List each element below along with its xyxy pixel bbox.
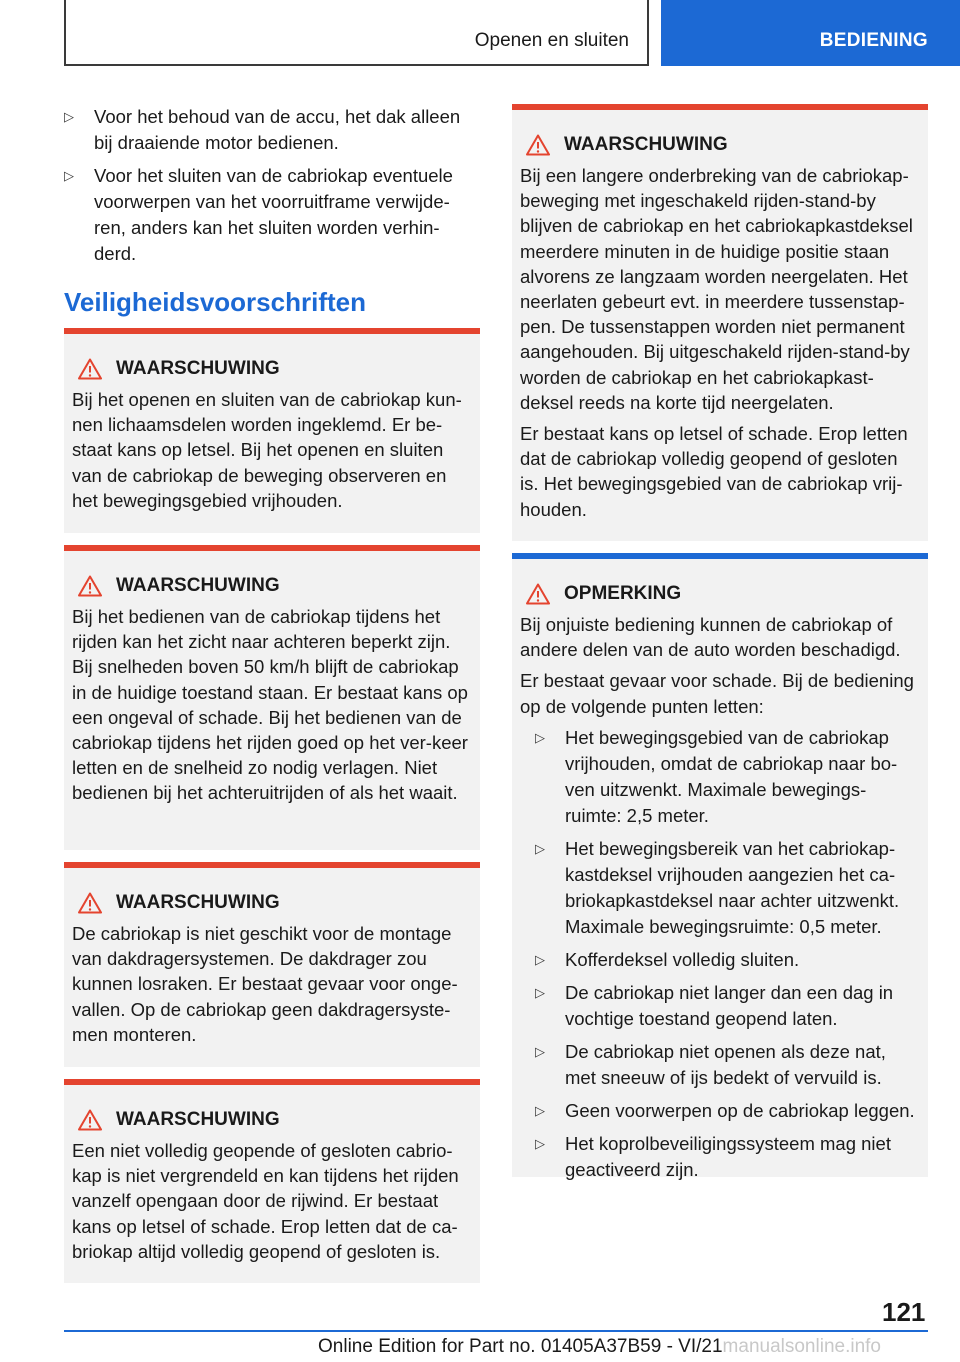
warning-text: De cabriokap is niet geschikt voor de montage van dakdragersystemen. De dakdrager zou kunnen losraken. Er bestaat gevaar voor onge-vallen. Op de cabriokap geen dakdragersyste-men monteren. <box>72 923 458 1045</box>
triangle-right-icon: ▷ <box>535 1043 545 1059</box>
triangle-right-icon: ▷ <box>535 729 545 745</box>
note-text: Bij onjuiste bediening kunnen de cabriokap of andere delen van de auto worden beschadigd. <box>520 614 901 661</box>
warning-text: Er bestaat kans op letsel of schade. Erop letten dat de cabriokap volledig geopend of gesloten is. Het bewegingsgebied van de cabriokap vrij-houden. <box>520 423 908 520</box>
warning-triangle-icon <box>78 358 102 380</box>
warning-text: Bij het openen en sluiten van de cabriokap kun-nen lichaamsdelen worden ingeklemd. Er be-staat kans op letsel. Bij het openen en sluiten van de cabriokap de beweging observeren en het bewegingsgebied vrijhouden. <box>72 389 462 511</box>
list-item: ▷ Het koprolbeveiligingssysteem mag niet geactiveerd zijn. <box>535 1132 891 1180</box>
warning-text: Bij het bedienen van de cabriokap tijdens het rijden kan het zicht naar achteren beperkt zijn. Bij snelheden boven 50 km/h blijft de cabriokap in de huidige toestand staan. Er bestaat kans op een ongeval of schade. Bij het bedienen van de cabriokap tijdens het rijden goed op het ver-keer letten en de snelheid zo nodig verlagen. Niet bedienen bij het achteruitrijden of als het waait. <box>72 606 468 804</box>
warning-box-2 <box>64 545 480 850</box>
note-bullet-list <box>520 725 920 1183</box>
left-column <box>64 104 480 274</box>
header-section-tab <box>64 0 649 66</box>
page-number: 121 <box>882 1297 926 1327</box>
warning-title: WAARSCHUWING <box>72 890 472 916</box>
warning-box-1 <box>64 328 480 533</box>
warning-text: Een niet volledig geopende of gesloten cabrio-kap is niet vergrendeld en kan tijdens het rijden vanzelf opengaan door de rijwind. Er bestaat kans op letsel of schade. Erop letten dat de ca-briokap altijd volledig geopend of gesloten is. <box>72 1140 459 1262</box>
list-item: ▷ Voor het behoud van de accu, het dak alleen bij draaiende motor bedienen. <box>64 106 461 153</box>
warning-text: Bij een langere onderbreking van de cabriokap-beweging met ingeschakeld rijden-stand-by blijven de cabriokap en het cabriokapkastdeksel meerdere minuten in de huidige positie staan alvorens ze langzaam worden neergelaten. Het neerlaten gebeurt evt. in meerdere tussenstap-pen. De tussenstappen worden niet permanent aangehouden. Bij uitgeschakeld rijden-stand-by worden de cabriokap en het cabriokapkast-deksel reeds na korte tijd neergelaten. <box>520 165 913 413</box>
footer-divider <box>64 1330 928 1332</box>
triangle-right-icon: ▷ <box>535 984 545 1000</box>
header-section-title: Openen en sluiten <box>474 30 629 51</box>
footer-edition-text: Online Edition for Part no. 01405A37B59 - VI/21 <box>318 1336 723 1357</box>
list-item: ▷ Geen voorwerpen op de cabriokap leggen. <box>535 1098 920 1124</box>
warning-box-right <box>512 104 928 541</box>
intro-bullet-list <box>64 104 480 267</box>
warning-triangle-icon <box>78 1109 102 1131</box>
triangle-right-icon: ▷ <box>64 109 74 124</box>
note-title: OPMERKING <box>520 581 920 607</box>
warning-box-4 <box>64 1079 480 1283</box>
header-chapter-tab <box>661 0 960 66</box>
list-item: ▷ De cabriokap niet langer dan een dag in vochtige toestand geopend laten. <box>535 981 894 1029</box>
warning-title: WAARSCHUWING <box>520 132 920 158</box>
warning-title: WAARSCHUWING <box>72 356 472 382</box>
note-text: Er bestaat gevaar voor schade. Bij de bediening op de volgende punten letten: <box>520 670 914 717</box>
warning-title: WAARSCHUWING <box>72 1107 472 1133</box>
section-heading-wrap <box>64 286 480 318</box>
triangle-right-icon: ▷ <box>535 1135 545 1151</box>
list-item: ▷ De cabriokap niet openen als deze nat, met sneeuw of ijs bedekt of vervuild is. <box>535 1040 886 1088</box>
warning-triangle-icon <box>526 134 550 156</box>
warning-triangle-icon <box>78 575 102 597</box>
section-title: Veiligheidsvoorschriften <box>64 287 366 317</box>
triangle-right-icon: ▷ <box>64 168 74 183</box>
watermark-logo: manualsonline.info <box>722 1336 881 1357</box>
header-chapter-title: BEDIENING <box>819 30 928 51</box>
list-item: ▷ Voor het sluiten van de cabriokap eventuele voorwerpen van het voorruitframe verwijde-ren, anders kan het sluiten worden verhin-derd. <box>64 165 453 264</box>
triangle-right-icon: ▷ <box>535 1102 545 1118</box>
triangle-right-icon: ▷ <box>535 951 545 967</box>
list-item: ▷ Het bewegingsgebied van de cabriokap vrijhouden, omdat de cabriokap naar bo-ven uitzwenkt. Maximale bewegings-ruimte: 2,5 meter. <box>535 726 898 826</box>
warning-title: WAARSCHUWING <box>72 573 472 599</box>
warning-triangle-icon <box>526 583 550 605</box>
footer-edition <box>318 1336 881 1358</box>
list-item: ▷ Kofferdeksel volledig sluiten. <box>535 947 920 973</box>
warning-triangle-icon <box>78 892 102 914</box>
triangle-right-icon: ▷ <box>535 840 545 856</box>
warning-box-3 <box>64 862 480 1067</box>
note-box <box>512 553 928 1180</box>
list-item: ▷ Het bewegingsbereik van het cabriokap-kastdeksel vrijhouden aangezien het ca-briokapkastdeksel naar achter uitzwenkt. Maximale bewegingsruimte: 0,5 meter. <box>535 837 900 937</box>
